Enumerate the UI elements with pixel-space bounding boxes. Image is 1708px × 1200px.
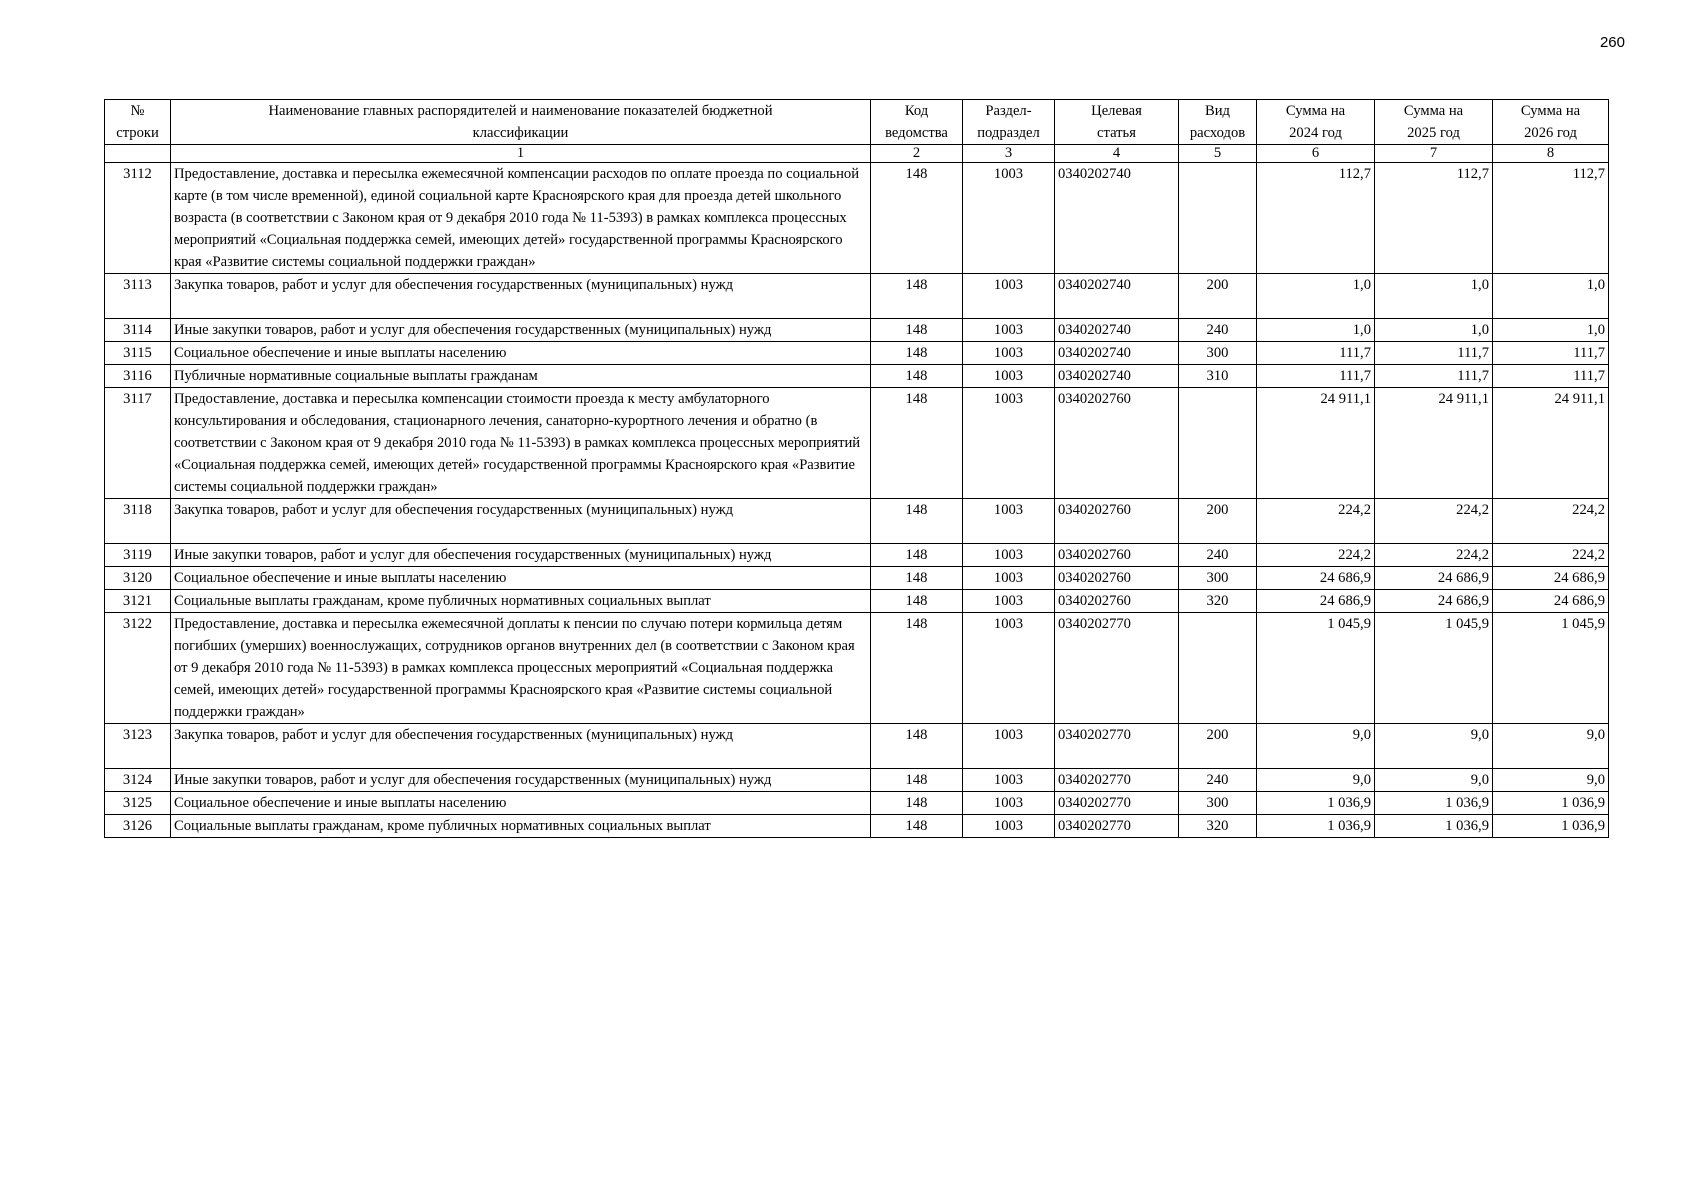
table-row bbox=[105, 613, 1609, 724]
row-target-article: 0340202760 bbox=[1055, 544, 1179, 567]
row-department-code: 148 bbox=[871, 499, 963, 544]
row-department-code: 148 bbox=[871, 274, 963, 319]
table-row bbox=[105, 163, 1609, 274]
row-sum-2024: 224,2 bbox=[1257, 499, 1375, 544]
row-sum-2026: 111,7 bbox=[1493, 365, 1609, 388]
row-expense-type bbox=[1179, 388, 1257, 499]
table-row bbox=[105, 792, 1609, 815]
table-row bbox=[105, 567, 1609, 590]
column-number: 1 bbox=[171, 145, 871, 163]
row-department-code: 148 bbox=[871, 567, 963, 590]
table-row bbox=[105, 342, 1609, 365]
row-sum-2026: 1 045,9 bbox=[1493, 613, 1609, 724]
table-row bbox=[105, 544, 1609, 567]
row-section: 1003 bbox=[963, 590, 1055, 613]
row-section: 1003 bbox=[963, 815, 1055, 838]
row-section: 1003 bbox=[963, 724, 1055, 769]
row-sum-2025: 224,2 bbox=[1375, 499, 1493, 544]
row-sum-2026: 1,0 bbox=[1493, 319, 1609, 342]
row-name: Социальное обеспечение и иные выплаты населению bbox=[171, 567, 871, 590]
row-sum-2026: 24 911,1 bbox=[1493, 388, 1609, 499]
row-expense-type bbox=[1179, 163, 1257, 274]
row-expense-type: 300 bbox=[1179, 792, 1257, 815]
row-sum-2026: 224,2 bbox=[1493, 499, 1609, 544]
row-name: Социальные выплаты гражданам, кроме публичных нормативных социальных выплат bbox=[171, 815, 871, 838]
row-section: 1003 bbox=[963, 274, 1055, 319]
row-name: Иные закупки товаров, работ и услуг для обеспечения государственных (муниципальных) нужд bbox=[171, 319, 871, 342]
row-name: Закупка товаров, работ и услуг для обеспечения государственных (муниципальных) нужд bbox=[171, 274, 871, 319]
row-expense-type: 200 bbox=[1179, 274, 1257, 319]
row-name: Иные закупки товаров, работ и услуг для обеспечения государственных (муниципальных) нужд bbox=[171, 769, 871, 792]
header-sum-2024: Сумма на 2024 год bbox=[1257, 100, 1375, 145]
row-sum-2024: 9,0 bbox=[1257, 724, 1375, 769]
row-sum-2025: 111,7 bbox=[1375, 342, 1493, 365]
row-expense-type: 310 bbox=[1179, 365, 1257, 388]
row-section: 1003 bbox=[963, 792, 1055, 815]
row-number: 3114 bbox=[105, 319, 171, 342]
column-number: 4 bbox=[1055, 145, 1179, 163]
row-sum-2024: 112,7 bbox=[1257, 163, 1375, 274]
row-section: 1003 bbox=[963, 567, 1055, 590]
row-number: 3120 bbox=[105, 567, 171, 590]
table-row bbox=[105, 274, 1609, 319]
row-number: 3125 bbox=[105, 792, 171, 815]
row-target-article: 0340202740 bbox=[1055, 319, 1179, 342]
table-row bbox=[105, 590, 1609, 613]
row-department-code: 148 bbox=[871, 724, 963, 769]
header-sum-2026: Сумма на 2026 год bbox=[1493, 100, 1609, 145]
row-name: Социальные выплаты гражданам, кроме публичных нормативных социальных выплат bbox=[171, 590, 871, 613]
table-row bbox=[105, 499, 1609, 544]
row-section: 1003 bbox=[963, 544, 1055, 567]
header-section: Раздел- подраздел bbox=[963, 100, 1055, 145]
row-name: Социальное обеспечение и иные выплаты населению bbox=[171, 792, 871, 815]
row-sum-2024: 24 686,9 bbox=[1257, 567, 1375, 590]
row-expense-type: 300 bbox=[1179, 567, 1257, 590]
column-number: 2 bbox=[871, 145, 963, 163]
row-section: 1003 bbox=[963, 319, 1055, 342]
row-sum-2026: 112,7 bbox=[1493, 163, 1609, 274]
row-expense-type: 200 bbox=[1179, 499, 1257, 544]
row-name: Публичные нормативные социальные выплаты гражданам bbox=[171, 365, 871, 388]
row-expense-type: 240 bbox=[1179, 544, 1257, 567]
row-department-code: 148 bbox=[871, 388, 963, 499]
row-department-code: 148 bbox=[871, 163, 963, 274]
column-number: 8 bbox=[1493, 145, 1609, 163]
row-department-code: 148 bbox=[871, 815, 963, 838]
row-section: 1003 bbox=[963, 365, 1055, 388]
row-sum-2025: 1 045,9 bbox=[1375, 613, 1493, 724]
row-name: Закупка товаров, работ и услуг для обеспечения государственных (муниципальных) нужд bbox=[171, 499, 871, 544]
row-target-article: 0340202760 bbox=[1055, 499, 1179, 544]
row-number: 3124 bbox=[105, 769, 171, 792]
table-row bbox=[105, 769, 1609, 792]
row-sum-2025: 1,0 bbox=[1375, 319, 1493, 342]
row-sum-2024: 9,0 bbox=[1257, 769, 1375, 792]
table-row bbox=[105, 815, 1609, 838]
row-department-code: 148 bbox=[871, 590, 963, 613]
row-sum-2026: 24 686,9 bbox=[1493, 567, 1609, 590]
row-sum-2025: 1 036,9 bbox=[1375, 792, 1493, 815]
row-sum-2024: 24 911,1 bbox=[1257, 388, 1375, 499]
row-target-article: 0340202740 bbox=[1055, 274, 1179, 319]
row-sum-2024: 224,2 bbox=[1257, 544, 1375, 567]
row-sum-2026: 1 036,9 bbox=[1493, 815, 1609, 838]
row-sum-2026: 1 036,9 bbox=[1493, 792, 1609, 815]
row-number: 3126 bbox=[105, 815, 171, 838]
row-number: 3121 bbox=[105, 590, 171, 613]
table-row bbox=[105, 319, 1609, 342]
column-numbers-row bbox=[105, 145, 1609, 163]
column-number bbox=[105, 145, 171, 163]
column-number: 3 bbox=[963, 145, 1055, 163]
row-sum-2024: 111,7 bbox=[1257, 365, 1375, 388]
column-number: 6 bbox=[1257, 145, 1375, 163]
row-number: 3123 bbox=[105, 724, 171, 769]
row-name: Предоставление, доставка и пересылка ежемесячной доплаты к пенсии по случаю потери кормильца детям погибших (умерших) военнослужащих, сотрудников органов внутренних дел (в соответствии с Законом края от 9 декабря 2010 года № 11-5393) в рамках комплекса процессных мероприятий «Социальная поддержка семей, имеющих детей» государственной программы Красноярского края «Развитие системы социальной поддержки граждан» bbox=[171, 613, 871, 724]
row-department-code: 148 bbox=[871, 319, 963, 342]
row-sum-2025: 24 686,9 bbox=[1375, 590, 1493, 613]
row-target-article: 0340202760 bbox=[1055, 388, 1179, 499]
row-sum-2025: 1 036,9 bbox=[1375, 815, 1493, 838]
row-sum-2026: 24 686,9 bbox=[1493, 590, 1609, 613]
row-sum-2026: 111,7 bbox=[1493, 342, 1609, 365]
row-expense-type: 300 bbox=[1179, 342, 1257, 365]
row-section: 1003 bbox=[963, 613, 1055, 724]
row-number: 3117 bbox=[105, 388, 171, 499]
row-expense-type: 320 bbox=[1179, 815, 1257, 838]
row-expense-type: 240 bbox=[1179, 769, 1257, 792]
row-section: 1003 bbox=[963, 769, 1055, 792]
header-expense-type: Вид расходов bbox=[1179, 100, 1257, 145]
row-sum-2025: 1,0 bbox=[1375, 274, 1493, 319]
row-department-code: 148 bbox=[871, 792, 963, 815]
table-row bbox=[105, 388, 1609, 499]
row-number: 3113 bbox=[105, 274, 171, 319]
row-target-article: 0340202770 bbox=[1055, 815, 1179, 838]
column-number: 7 bbox=[1375, 145, 1493, 163]
header-name: Наименование главных распорядителей и наименование показателей бюджетной классификации bbox=[171, 100, 871, 145]
row-sum-2025: 112,7 bbox=[1375, 163, 1493, 274]
row-name: Закупка товаров, работ и услуг для обеспечения государственных (муниципальных) нужд bbox=[171, 724, 871, 769]
row-number: 3118 bbox=[105, 499, 171, 544]
row-sum-2025: 9,0 bbox=[1375, 724, 1493, 769]
header-target-article: Целевая статья bbox=[1055, 100, 1179, 145]
row-department-code: 148 bbox=[871, 365, 963, 388]
header-row-number: № строки bbox=[105, 100, 171, 145]
row-department-code: 148 bbox=[871, 544, 963, 567]
row-target-article: 0340202740 bbox=[1055, 342, 1179, 365]
row-sum-2025: 111,7 bbox=[1375, 365, 1493, 388]
row-target-article: 0340202740 bbox=[1055, 365, 1179, 388]
row-expense-type: 320 bbox=[1179, 590, 1257, 613]
row-name: Социальное обеспечение и иные выплаты населению bbox=[171, 342, 871, 365]
row-name: Предоставление, доставка и пересылка компенсации стоимости проезда к месту амбулаторного консультирования и обследования, стационарного лечения, санаторно-курортного лечения и обратно (в соответствии с Законом края от 9 декабря 2010 года № 11-5393) в рамках комплекса процессных мероприятий «Социальная поддержка семей, имеющих детей» государственной программы Красноярского края «Развитие системы социальной поддержки граждан» bbox=[171, 388, 871, 499]
budget-table bbox=[104, 99, 1609, 838]
row-sum-2024: 1,0 bbox=[1257, 319, 1375, 342]
row-sum-2025: 224,2 bbox=[1375, 544, 1493, 567]
table-row bbox=[105, 365, 1609, 388]
row-target-article: 0340202770 bbox=[1055, 724, 1179, 769]
page-number: 260 bbox=[1599, 34, 1625, 51]
row-sum-2024: 1,0 bbox=[1257, 274, 1375, 319]
row-number: 3119 bbox=[105, 544, 171, 567]
row-target-article: 0340202740 bbox=[1055, 163, 1179, 274]
row-sum-2026: 1,0 bbox=[1493, 274, 1609, 319]
row-target-article: 0340202770 bbox=[1055, 769, 1179, 792]
header-sum-2025: Сумма на 2025 год bbox=[1375, 100, 1493, 145]
row-number: 3116 bbox=[105, 365, 171, 388]
table-header-row bbox=[105, 100, 1609, 145]
row-sum-2026: 9,0 bbox=[1493, 724, 1609, 769]
row-sum-2026: 224,2 bbox=[1493, 544, 1609, 567]
row-sum-2025: 24 686,9 bbox=[1375, 567, 1493, 590]
row-department-code: 148 bbox=[871, 613, 963, 724]
row-target-article: 0340202760 bbox=[1055, 590, 1179, 613]
row-section: 1003 bbox=[963, 342, 1055, 365]
row-sum-2025: 24 911,1 bbox=[1375, 388, 1493, 499]
row-department-code: 148 bbox=[871, 342, 963, 365]
row-target-article: 0340202770 bbox=[1055, 792, 1179, 815]
row-number: 3112 bbox=[105, 163, 171, 274]
header-department-code: Код ведомства bbox=[871, 100, 963, 145]
row-sum-2026: 9,0 bbox=[1493, 769, 1609, 792]
row-sum-2024: 1 036,9 bbox=[1257, 815, 1375, 838]
row-expense-type bbox=[1179, 613, 1257, 724]
row-department-code: 148 bbox=[871, 769, 963, 792]
table-row bbox=[105, 724, 1609, 769]
row-sum-2024: 1 036,9 bbox=[1257, 792, 1375, 815]
row-target-article: 0340202760 bbox=[1055, 567, 1179, 590]
row-section: 1003 bbox=[963, 499, 1055, 544]
row-expense-type: 240 bbox=[1179, 319, 1257, 342]
row-section: 1003 bbox=[963, 163, 1055, 274]
row-number: 3115 bbox=[105, 342, 171, 365]
row-name: Иные закупки товаров, работ и услуг для обеспечения государственных (муниципальных) нужд bbox=[171, 544, 871, 567]
row-target-article: 0340202770 bbox=[1055, 613, 1179, 724]
row-expense-type: 200 bbox=[1179, 724, 1257, 769]
column-number: 5 bbox=[1179, 145, 1257, 163]
row-sum-2024: 24 686,9 bbox=[1257, 590, 1375, 613]
row-sum-2025: 9,0 bbox=[1375, 769, 1493, 792]
row-sum-2024: 111,7 bbox=[1257, 342, 1375, 365]
row-number: 3122 bbox=[105, 613, 171, 724]
row-sum-2024: 1 045,9 bbox=[1257, 613, 1375, 724]
row-name: Предоставление, доставка и пересылка ежемесячной компенсации расходов по оплате проезда по социальной карте (в том числе временной), единой социальной карте Красноярского края для проезда детей школьного возраста (в соответствии с Законом края от 9 декабря 2010 года № 11-5393) в рамках комплекса процессных мероприятий «Социальная поддержка семей, имеющих детей» государственной программы Красноярского края «Развитие системы социальной поддержки граждан» bbox=[171, 163, 871, 274]
row-section: 1003 bbox=[963, 388, 1055, 499]
